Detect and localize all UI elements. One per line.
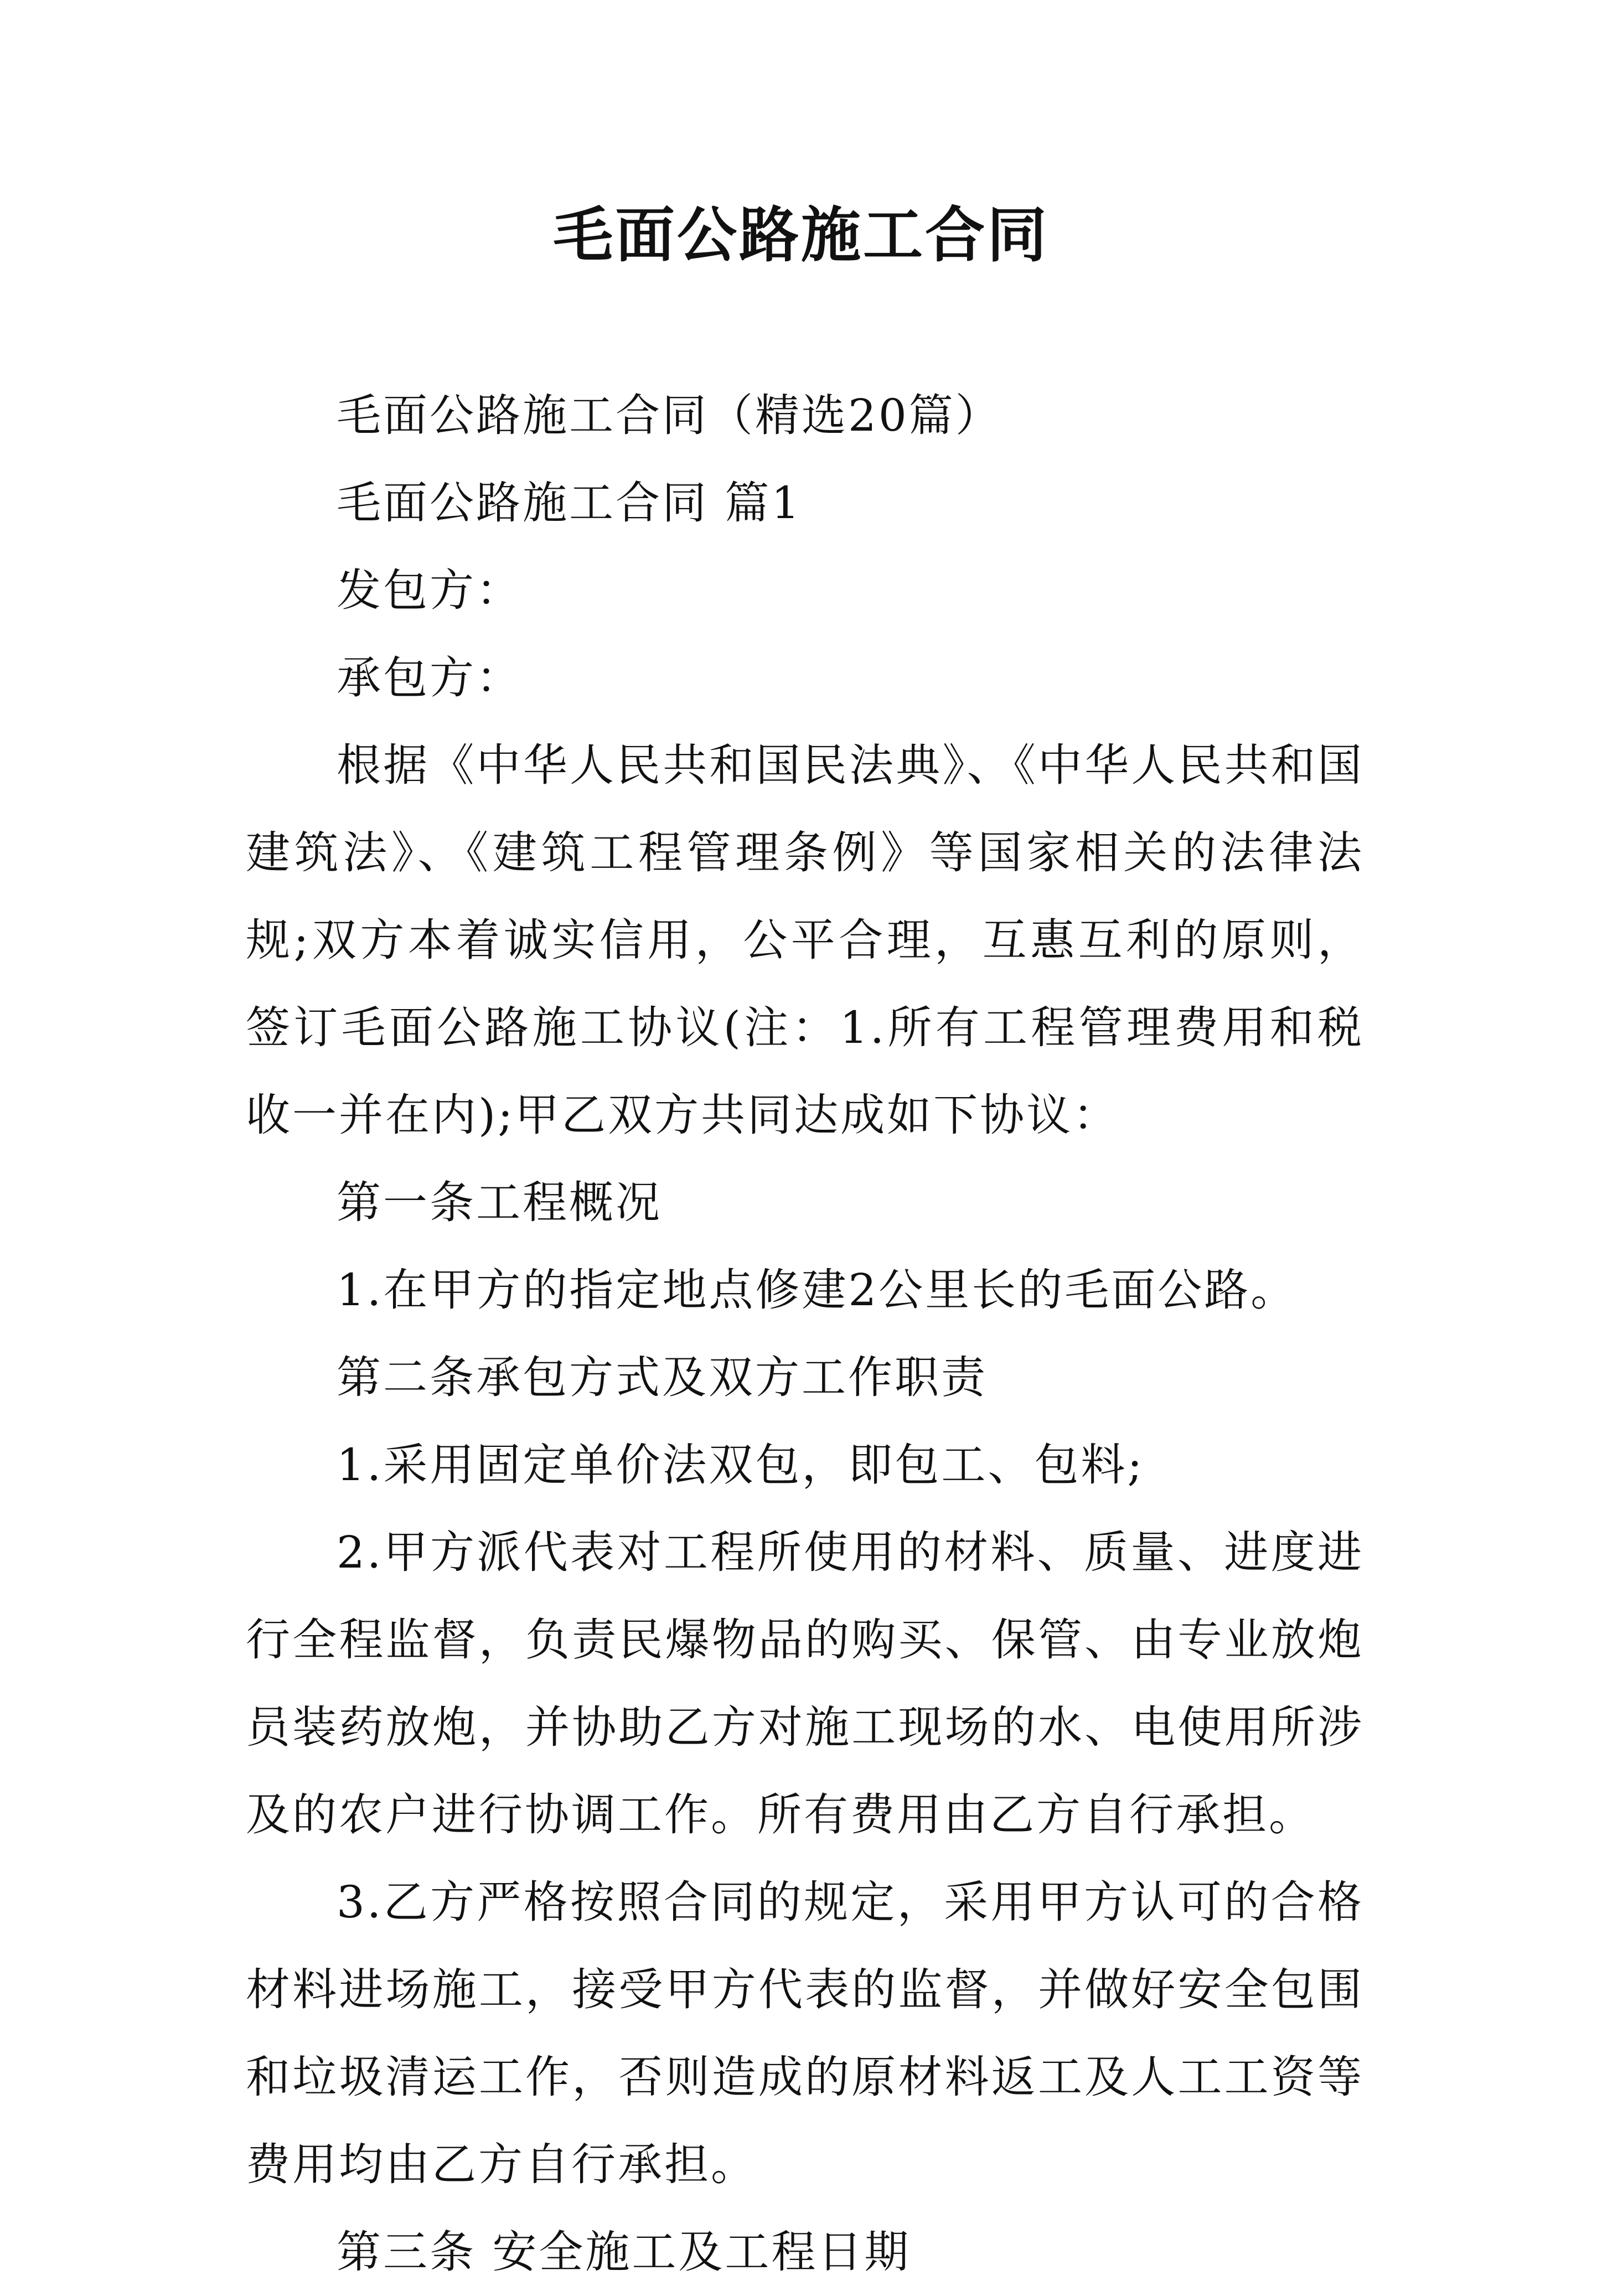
paragraph-collection-title: 毛面公路施工合同（精选20篇） (337, 390, 1002, 441)
paragraph-preamble: 根据《中华人民共和国民法典》、《中华人民共和国建筑法》、《建筑工程管理条例》等国家相关的法律法规;双方本着诚实信用，公平合理，互惠互利的原则，签订毛面公路施工协议(注：1.所有工程管理费用和税收一并在内);甲乙双方共同达成如下协议： (246, 740, 1364, 1141)
paragraph-contractor: 承包方： (337, 652, 523, 704)
paragraph-article-2-item-1: 1.采用固定单价法双包，即包工、包料; (337, 1439, 1145, 1491)
document-body (246, 372, 1364, 2296)
paragraph-article-2-item-3: 3.乙方严格按照合同的规定，采用甲方认可的合格材料进场施工，接受甲方代表的监督，并做好安全包围和垃圾清运工作，否则造成的原材料返工及人工工资等费用均由乙方自行承担。 (246, 1876, 1364, 2190)
paragraph-section-heading: 毛面公路施工合同 篇1 (337, 477, 802, 529)
paragraph-article-2-heading: 第二条承包方式及双方工作职责 (337, 1352, 988, 1403)
paragraph-article-1-heading: 第一条工程概况 (337, 1177, 662, 1228)
paragraph-employer: 发包方： (337, 565, 523, 616)
paragraph-article-1-item-1: 1.在甲方的指定地点修建2公里长的毛面公路。 (337, 1264, 1298, 1316)
paragraph-article-2-item-2: 2.甲方派代表对工程所使用的材料、质量、进度进行全程监督，负责民爆物品的购买、保管、由专业放炮员装药放炮，并协助乙方对施工现场的水、电使用所涉及的农户进行协调工作。所有费用由乙方自行承担。 (246, 1527, 1364, 1840)
document-title: 毛面公路施工合同 (552, 200, 1049, 270)
paragraph-article-3-heading: 第三条 安全施工及工程日期 (337, 2226, 911, 2278)
